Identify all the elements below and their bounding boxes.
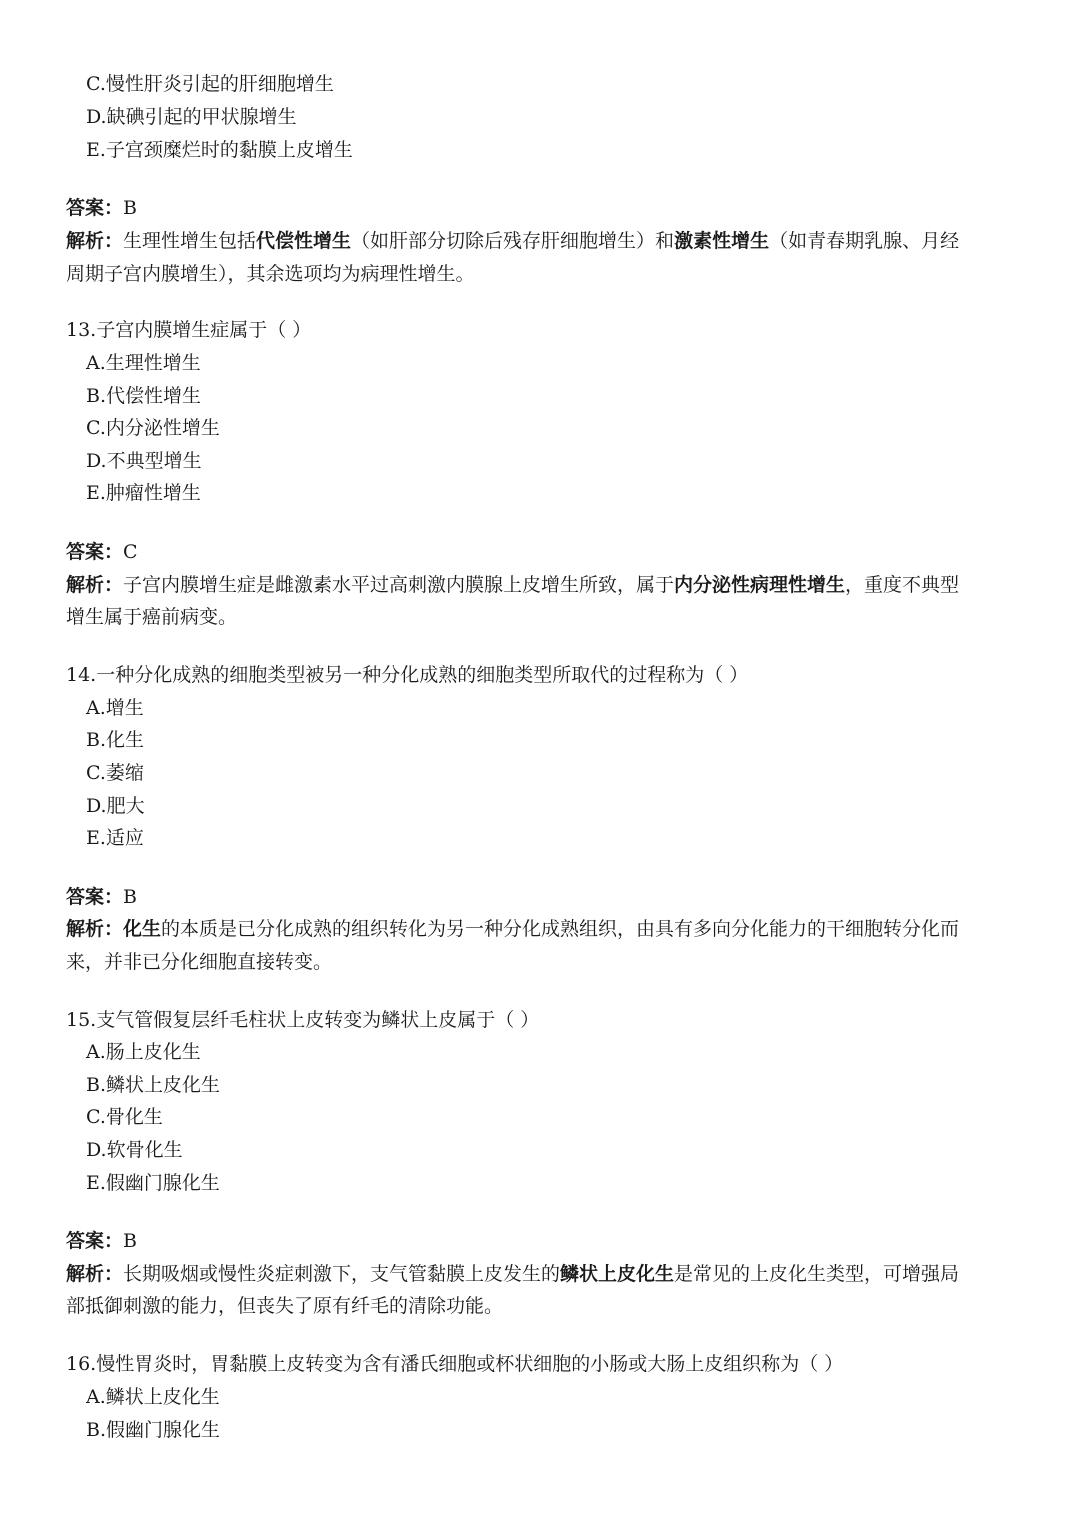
explanation-text: 是常见的上皮化生类型，可增强局 — [674, 1263, 960, 1285]
explanation-label: 解析： — [66, 230, 124, 252]
option-b: B.化生 — [86, 729, 145, 751]
answer-value: C — [123, 541, 138, 563]
answer-value: B — [123, 197, 137, 219]
option-b: B.代偿性增生 — [86, 385, 202, 407]
explanation-highlight: 激素性增生 — [674, 230, 770, 252]
option-c: C.萎缩 — [86, 762, 144, 784]
answer-label: 答案： — [66, 197, 124, 219]
explanation-line-2: 周期子宫内膜增生），其余选项均为病理性增生。 — [66, 263, 475, 285]
explanation-label: 解析： — [66, 1263, 124, 1285]
explanation-highlight: 代偿性增生 — [256, 230, 352, 252]
explanation-text: （如肝部分切除后残存肝细胞增生）和 — [351, 230, 675, 252]
option-c: C.内分泌性增生 — [86, 417, 220, 439]
option-e: E.肿瘤性增生 — [86, 482, 201, 504]
option-a: A.生理性增生 — [86, 352, 201, 374]
explanation-text: 的本质是已分化成熟的组织转化为另一种分化成熟组织，由具有多向分化能力的干细胞转分化而 — [161, 918, 960, 940]
explanation-text: 长期吸烟或慢性炎症刺激下，支气管黏膜上皮发生的 — [123, 1263, 561, 1285]
explanation-text: （如青春期乳腺、月经 — [769, 230, 960, 252]
answer-value: B — [123, 1230, 137, 1252]
answer-label: 答案： — [66, 541, 124, 563]
explanation-line-2: 来，并非已分化细胞直接转变。 — [66, 951, 333, 973]
option-c: C.慢性肝炎引起的肝细胞增生 — [86, 73, 334, 95]
answer-line — [66, 192, 137, 224]
answer-label: 答案： — [66, 886, 124, 908]
answer-value: B — [123, 886, 137, 908]
answer-line — [66, 1225, 137, 1257]
option-e: E.假幽门腺化生 — [86, 1172, 220, 1194]
question-16: 16.慢性胃炎时，胃黏膜上皮转变为含有潘氏细胞或杯状细胞的小肠或大肠上皮组织称为（ ） — [66, 1353, 844, 1375]
option-d: D.软骨化生 — [86, 1139, 183, 1161]
option-d: D.缺碘引起的甲状腺增生 — [86, 106, 297, 128]
question-13: 13.子宫内膜增生症属于（ ） — [66, 319, 312, 341]
explanation-line-2: 增生属于癌前病变。 — [66, 606, 238, 628]
answer-line — [66, 881, 137, 913]
explanation-highlight: 鳞状上皮化生 — [560, 1263, 675, 1285]
explanation-text: 生理性增生包括 — [123, 230, 257, 252]
explanation-label: 解析： — [66, 918, 124, 940]
explanation-text: 子宫内膜增生症是雌激素水平过高刺激内膜腺上皮增生所致，属于 — [123, 574, 675, 596]
explanation-line-2: 部抵御刺激的能力，但丧失了原有纤毛的清除功能。 — [66, 1295, 504, 1317]
option-d: D.不典型增生 — [86, 450, 202, 472]
question-14: 14.一种分化成熟的细胞类型被另一种分化成熟的细胞类型所取代的过程称为（ ） — [66, 664, 749, 686]
option-d: D.肥大 — [86, 795, 145, 817]
explanation-highlight: 化生 — [123, 918, 162, 940]
explanation-line-1 — [66, 569, 959, 601]
option-e: E.子宫颈糜烂时的黏膜上皮增生 — [86, 139, 353, 161]
option-a: A.鳞状上皮化生 — [86, 1386, 220, 1408]
option-e: E.适应 — [86, 827, 144, 849]
option-b: B.鳞状上皮化生 — [86, 1074, 221, 1096]
option-c: C.骨化生 — [86, 1106, 163, 1128]
explanation-line-1 — [66, 225, 959, 257]
option-b: B.假幽门腺化生 — [86, 1419, 221, 1441]
explanation-label: 解析： — [66, 574, 124, 596]
answer-line — [66, 536, 138, 568]
explanation-highlight: 内分泌性病理性增生 — [674, 574, 846, 596]
explanation-text: ，重度不典型 — [845, 574, 960, 596]
explanation-line-1 — [66, 913, 959, 945]
option-a: A.增生 — [86, 697, 144, 719]
explanation-line-1 — [66, 1258, 959, 1290]
answer-label: 答案： — [66, 1230, 124, 1252]
question-15: 15.支气管假复层纤毛柱状上皮转变为鳞状上皮属于（ ） — [66, 1009, 540, 1031]
option-a: A.肠上皮化生 — [86, 1041, 201, 1063]
